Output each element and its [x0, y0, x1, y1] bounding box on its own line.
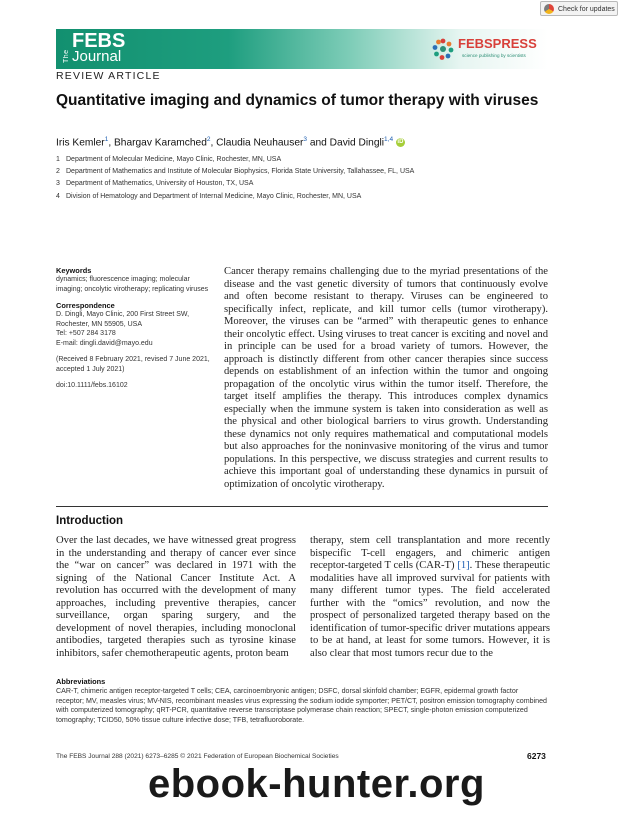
watermark-text: ebook-hunter.org	[148, 762, 485, 806]
author-name: David Dingli	[329, 137, 385, 149]
affiliation-text: Department of Molecular Medicine, Mayo Clinic, Rochester, MN, USA	[66, 156, 282, 163]
received-dates: (Received 8 February 2021, revised 7 June 2021, accepted 1 July 2021)	[56, 356, 210, 373]
journal-logo-febs: FEBS	[72, 30, 126, 52]
intro-text-segment: therapy, stem cell transplantation and more recently bispecific T-cell engagers, and chimeric antigen receptor-targeted T cells (CAR-T)	[310, 535, 550, 571]
keywords-text: dynamics; fluorescence imaging; molecular imaging; oncolytic virotherapy; replicating viruses	[56, 276, 209, 293]
page-number: 6273	[527, 751, 546, 761]
abbreviations-heading: Abbreviations	[56, 677, 106, 686]
correspondence-phone: Tel: +507 284 3178	[56, 330, 116, 337]
section-divider	[56, 506, 548, 507]
author-separator: ,	[108, 137, 114, 149]
affiliation-item	[56, 154, 576, 166]
affiliation-number: 4	[56, 192, 60, 200]
intro-text-segment: . These therapeutic modalities have all improved survival for patients with many different tumor types. The field accelerated further with the “omics” revolution, and now the prospect of personalized targeted therapy based on the identification of tumor-specific driver mutations appears to be at hand, at least for some tumors. However, it is also clear that most tumors recur due to the	[310, 560, 550, 659]
affiliation-number: 2	[56, 168, 60, 176]
footer-citation: The FEBS Journal 288 (2021) 6273–6285 © 2021 Federation of European Biochemical Societies	[56, 753, 339, 760]
correspondence-heading: Correspondence	[56, 301, 115, 310]
author-list	[56, 133, 556, 150]
article-title: Quantitative imaging and dynamics of tumor therapy with viruses	[56, 92, 539, 109]
keywords-heading: Keywords	[56, 266, 92, 275]
affiliation-item	[56, 191, 576, 203]
affiliation-number: 1	[56, 156, 60, 163]
author-affiliation-ref[interactable]: 3	[303, 136, 307, 143]
affiliation-text: Department of Mathematics, University of Houston, TX, USA	[66, 180, 254, 188]
journal-logo-journal: Journal	[72, 48, 122, 65]
author-conjunction: and	[307, 137, 330, 149]
check-for-updates-button[interactable]	[540, 1, 618, 16]
affiliation-number: 3	[56, 180, 60, 188]
affiliation-list	[56, 154, 576, 203]
check-for-updates-label: Check for updates	[558, 6, 615, 13]
article-type: REVIEW ARTICLE	[56, 70, 161, 82]
author-name: Bhargav Karamched	[113, 137, 207, 149]
affiliation-item	[56, 178, 576, 190]
article-sidebar	[56, 266, 216, 391]
correspondence-line: D. Dingli, Mayo Clinic, 200 First Street SW,	[56, 311, 190, 318]
orcid-icon[interactable]: iD	[397, 139, 404, 146]
author-affiliation-ref[interactable]: 2	[206, 136, 211, 143]
author-name: Iris Kemler	[56, 137, 105, 149]
journal-logo-the: The	[63, 49, 70, 63]
introduction-column-right	[310, 535, 550, 660]
introduction-column-left: Over the last decades, we have witnessed great progress in the understanding and therapy of cancer ever since the “war on cancer” was declared in 1971 with the signing of the National Cancer Institute Act. A revolution has occurred with the development of many approaches, including preventive therapies, cancer surveillance, organ sparing surgery, and the development of novel therapies, including monoclonal antibodies, targeted therapies such as tyrosine kinase inhibitors, safer chemotherapeutic agents, proton beam	[56, 535, 296, 659]
affiliation-text: Department of Mathematics and Institute of Molecular Biophysics, Florida State University, Tallahassee, FL, USA	[66, 168, 415, 176]
affiliation-text: Division of Hematology and Department of Internal Medicine, Mayo Clinic, Rochester, MN, USA	[66, 192, 362, 200]
doi-link[interactable]: doi:10.1111/febs.16102	[56, 382, 128, 389]
citation-link[interactable]: [1]	[457, 560, 470, 571]
febs-press-tagline: science publishing by scientists	[462, 53, 526, 58]
correspondence-line: Rochester, MN 55905, USA	[56, 320, 142, 328]
author-separator: ,	[210, 137, 217, 149]
abstract-text: Cancer therapy remains challenging due to the myriad presentations of the disease and the vast genetic diversity of tumors that continuously evolve and often become resistant to therapy. Viruses can be engineered to specifically infect, replicate, and kill tumor cells (tumor virotherapy). Moreover, the viruses can be “armed” with therapeutic genes to enhance their oncolytic effect. Using viruses to treat cancer is exciting and novel and in principle can be used for a broad variety of tumors. However, the approach is distinctly different from other cancer therapies since success depends on establishment of an infection within the tumor and ongoing propagation of the oncolytic virus within the tumor itself. Therefore, the target itself amplifies the therapy. This introduces complex dynamics especially when the immune system is taken into consideration as well as the physical and other biological barriers to virus growth. Understanding these dynamics not only requires mathematical and computational models but also approaches for the noninvasive monitoring of the virus and tumor populations. In this perspective, we discuss strategies and current results to achieve this important goal of understanding these dynamics in pursuit of optimization of oncolytic virotherapy.	[224, 266, 548, 490]
author-affiliation-ref[interactable]: 1,4	[384, 136, 394, 143]
introduction-heading: Introduction	[56, 515, 124, 527]
author-name: Claudia Neuhauser	[216, 137, 304, 149]
affiliation-item	[56, 166, 576, 178]
correspondence-email[interactable]: E-mail: dingli.david@mayo.edu	[56, 339, 153, 347]
febs-press-name: FEBSPRESS	[458, 36, 537, 51]
abbreviations-text: CAR-T, chimeric antigen receptor-targeted T cells; CEA, carcinoembryonic antigen; DSFC, dorsal skinfold chamber; EGFR, epidermal growth factor receptor; MV, measles virus; MV-NIS, recombinant measles virus expressing the sodium iodide symporter; PET/CT, positron emission tomography combined with computerized tomography; qRT-PCR, quantitative reverse transcriptase polymerase chain reaction; SPECT, single-photon emission computerized tomography; TCID50, 50% tissue culture infective dose; TFB, tetrafluoroborate.	[56, 687, 547, 724]
crossmark-icon	[544, 4, 554, 14]
febs-press-logo-icon	[432, 38, 454, 60]
author-affiliation-ref[interactable]: 1	[104, 136, 109, 143]
